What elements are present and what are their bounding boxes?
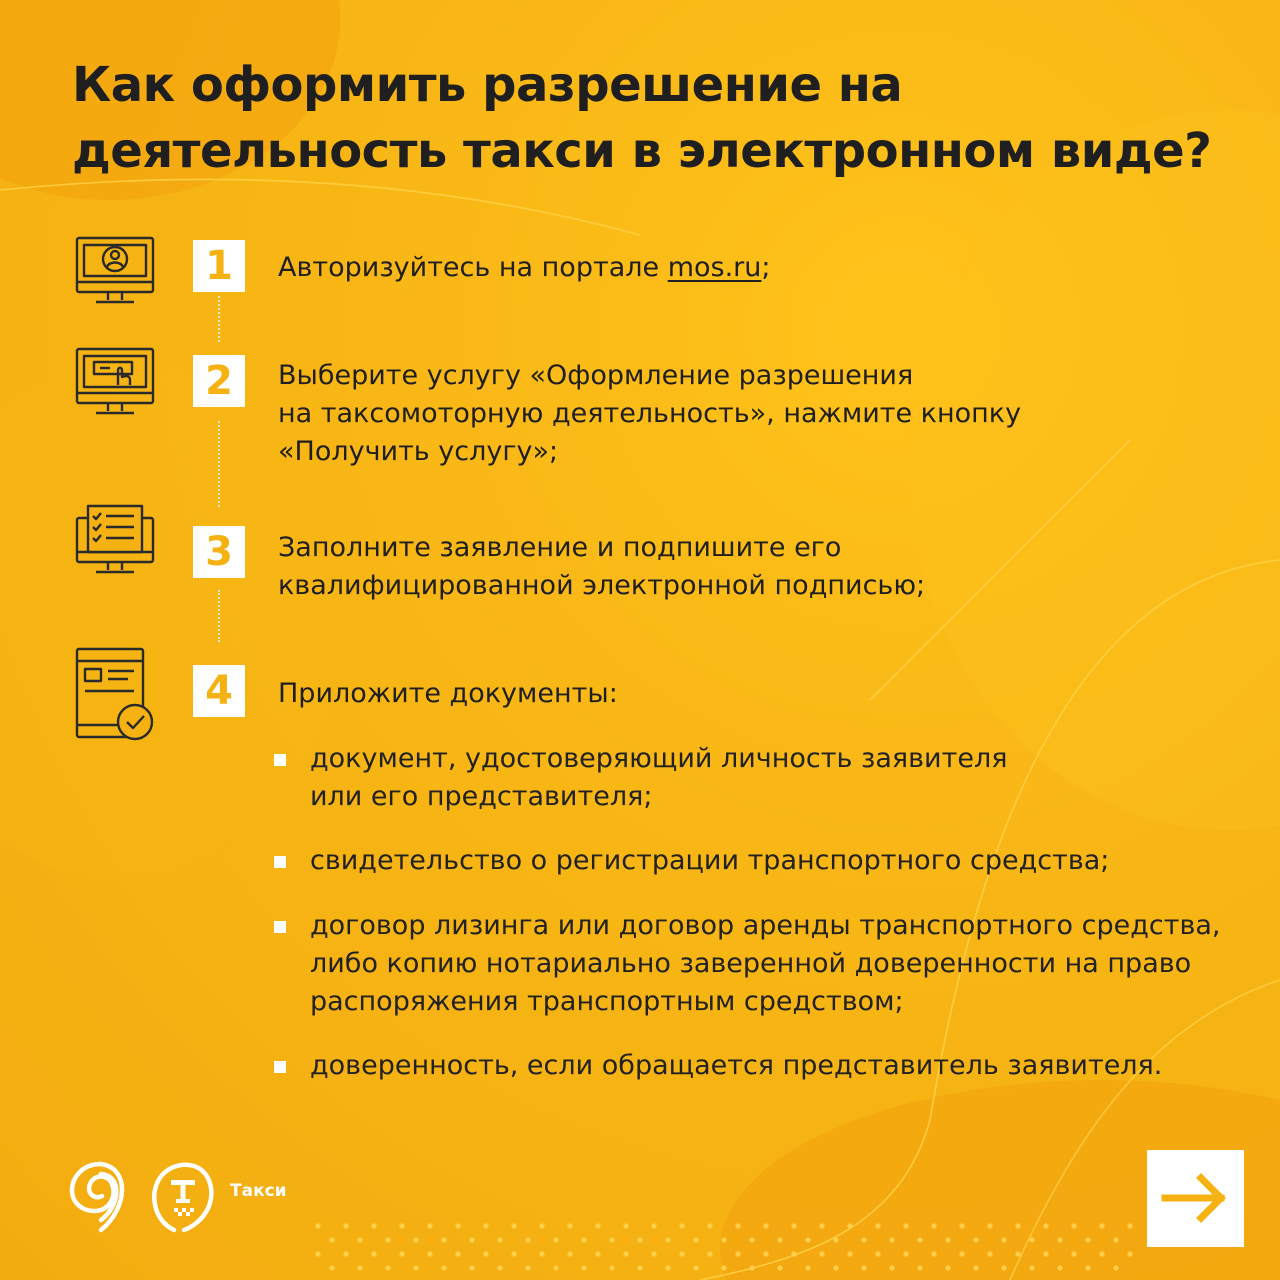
- step-4-text: Приложите документы:: [278, 678, 618, 709]
- step-number-3: 3: [193, 526, 245, 578]
- bullet-line: либо копию нотариально заверенной доверенности на право: [310, 948, 1192, 979]
- taxi-t-logo-icon: [150, 1158, 216, 1234]
- bullet-line: распоряжения транспортным средством;: [310, 986, 904, 1017]
- step-1-text-after: ;: [761, 252, 771, 283]
- bullet-line: свидетельство о регистрации транспортного средства;: [310, 845, 1110, 876]
- step-number-2: 2: [193, 355, 245, 407]
- document-list-item: [310, 907, 1240, 1021]
- bullet-line: договор лизинга или договор аренды транспортного средства,: [310, 910, 1221, 941]
- monitor-checklist-icon: [74, 500, 158, 596]
- step-connector: [218, 296, 220, 342]
- next-slide-button[interactable]: [1147, 1150, 1244, 1247]
- step-1-text-before: Авторизуйтесь на портале: [278, 252, 668, 283]
- mos-ru-link[interactable]: mos.ru: [667, 252, 762, 283]
- step-2-line: «Получить услугу»;: [278, 436, 559, 467]
- document-list-item: [310, 740, 1240, 816]
- arrow-right-icon: [1147, 1150, 1244, 1247]
- monitor-user-icon: [74, 232, 158, 328]
- document-list-item: [310, 1047, 1240, 1085]
- step-2-line: на таксомоторную деятельность», нажмите кнопку: [278, 398, 1022, 429]
- document-check-icon: [74, 645, 158, 741]
- step-3-line: Заполните заявление и подпишите его: [278, 532, 842, 563]
- monitor-click-icon: [74, 343, 158, 439]
- moscow-9-logo-icon: [68, 1158, 134, 1234]
- step-1-text: [278, 249, 771, 287]
- step-3-text: [278, 529, 925, 605]
- document-list-item: [310, 842, 1240, 880]
- page-title: Как оформить разрешение на деятельность такси в электронном виде?: [72, 57, 1212, 179]
- step-connector: [218, 421, 220, 507]
- step-2-text: [278, 357, 1021, 471]
- step-connector: [218, 590, 220, 642]
- step-number-1: 1: [193, 240, 245, 292]
- bullet-line: документ, удостоверяющий личность заявителя: [310, 743, 1008, 774]
- taxi-label: Такси: [230, 1181, 287, 1201]
- bullet-line: или его представителя;: [310, 781, 653, 812]
- bullet-line: доверенность, если обращается представитель заявителя.: [310, 1050, 1163, 1081]
- step-3-line: квалифицированной электронной подписью;: [278, 570, 926, 601]
- step-number-4: 4: [193, 665, 245, 717]
- step-2-line: Выберите услугу «Оформление разрешения: [278, 360, 914, 391]
